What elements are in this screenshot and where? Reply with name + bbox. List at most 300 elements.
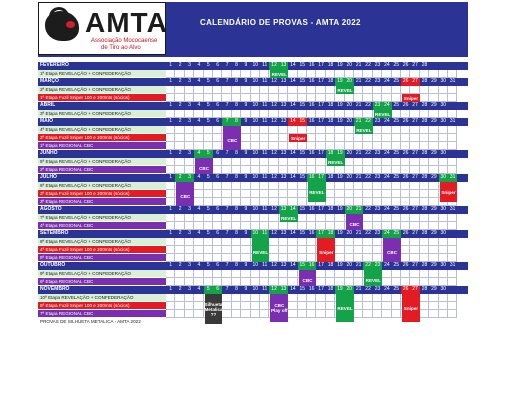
day-cell: [382, 270, 391, 278]
day-cell: [241, 222, 250, 230]
day-cell: [439, 94, 448, 102]
day-cell: [269, 278, 278, 286]
day-cell: [298, 198, 307, 206]
day-cell: [326, 278, 335, 286]
day-cell: [429, 278, 438, 286]
day-number: 29: [431, 102, 437, 108]
day-cell: [204, 238, 213, 246]
day-number: 27: [412, 62, 418, 68]
day-number: 7: [225, 102, 229, 108]
day-number: 12: [271, 62, 277, 68]
day-number: 16: [308, 286, 315, 292]
day-number: 30: [440, 174, 447, 180]
event-block[interactable]: CBC: [346, 214, 364, 234]
day-number: 30: [440, 150, 447, 156]
day-cell: [345, 94, 354, 102]
day-number: 19: [337, 118, 343, 124]
day-number: 6: [216, 206, 220, 212]
day-cell: [185, 110, 194, 118]
day-cell: [232, 302, 241, 310]
logo-name: AMTA: [85, 7, 168, 38]
day-cell: [401, 134, 410, 142]
day-number: 4: [197, 174, 201, 180]
day-cell: [232, 110, 241, 118]
day-cell: [354, 86, 363, 94]
day-cell: [429, 222, 438, 230]
day-number: 4: [197, 78, 201, 84]
day-cell: [288, 126, 297, 134]
day-cell: [298, 142, 307, 150]
day-cell: [326, 302, 335, 310]
day-number: 27: [412, 78, 418, 84]
month-name: MARÇO: [40, 78, 59, 84]
day-cell: [194, 190, 203, 198]
day-cell: [232, 278, 241, 286]
day-cell: [448, 310, 457, 318]
day-number: 14: [290, 286, 296, 292]
day-number: 5: [206, 62, 210, 68]
day-number: 11: [262, 150, 268, 156]
day-cell: [429, 158, 438, 166]
day-cell: [335, 278, 344, 286]
day-cell: [232, 190, 241, 198]
day-number: 23: [374, 262, 381, 268]
day-cell: [232, 166, 241, 174]
day-cell: [392, 166, 401, 174]
event-block[interactable]: Sniper: [290, 135, 306, 141]
day-cell: [269, 190, 278, 198]
day-cell: [335, 142, 344, 150]
day-cell: [232, 222, 241, 230]
day-number: 21: [355, 118, 362, 124]
day-number: 13: [280, 286, 287, 292]
day-cell: [204, 134, 213, 142]
day-cell: [448, 134, 457, 142]
day-number: 24: [384, 62, 390, 68]
day-cell: [429, 86, 438, 94]
day-number: 22: [365, 102, 371, 108]
day-cell: [307, 134, 316, 142]
day-number: 30: [440, 78, 447, 84]
day-cell: [429, 214, 438, 222]
day-cell: [420, 166, 429, 174]
day-number: 25: [393, 174, 400, 180]
day-cell: [392, 126, 401, 134]
day-number: 28: [421, 118, 428, 124]
day-number: 18: [327, 102, 334, 108]
day-number: 18: [327, 230, 334, 236]
day-cell: [307, 222, 316, 230]
day-cell: [401, 158, 410, 166]
day-cell: [326, 222, 335, 230]
event-block[interactable]: REVEL: [375, 111, 391, 117]
day-cell: [251, 270, 260, 278]
event-block[interactable]: REVEL: [252, 238, 270, 266]
day-number: 28: [421, 62, 428, 68]
day-cell: [354, 94, 363, 102]
day-cell: [307, 254, 316, 262]
day-cell: [307, 302, 316, 310]
day-number: 14: [290, 262, 296, 268]
day-cell: [392, 158, 401, 166]
day-cell: [439, 126, 448, 134]
day-cell: [420, 302, 429, 310]
day-cell: [166, 302, 175, 310]
day-number: 22: [365, 150, 371, 156]
day-number: 7: [225, 262, 229, 268]
day-number: 20: [346, 230, 353, 236]
day-number: 1: [169, 102, 173, 108]
day-cell: [439, 166, 448, 174]
event-block[interactable]: REVEL: [337, 87, 353, 93]
day-number: 27: [412, 174, 418, 180]
event-block[interactable]: CBC Play off: [270, 294, 288, 322]
day-number: 17: [318, 230, 324, 236]
day-number: 3: [188, 262, 191, 268]
event-block[interactable]: REVEL: [336, 294, 354, 322]
day-cell: [194, 254, 203, 262]
event-block[interactable]: REVEL: [356, 127, 372, 133]
day-number: 27: [412, 230, 418, 236]
day-cell: [232, 214, 241, 222]
day-number: 31: [449, 262, 456, 268]
day-cell: [429, 126, 438, 134]
day-cell: [251, 214, 260, 222]
event-block[interactable]: Sniper: [317, 238, 335, 266]
day-cell: [307, 110, 316, 118]
day-cell: [439, 86, 448, 94]
day-cell: [448, 270, 457, 278]
day-cell: [260, 142, 269, 150]
day-number: 12: [271, 174, 277, 180]
day-cell: [401, 182, 410, 190]
event-block[interactable]: CBC: [223, 126, 241, 154]
day-cell: [241, 166, 250, 174]
day-number: 14: [290, 206, 296, 212]
day-cell: [420, 158, 429, 166]
day-cell: [373, 198, 382, 206]
day-cell: [448, 70, 457, 78]
day-number: 29: [431, 174, 437, 180]
day-cell: [429, 142, 438, 150]
day-cell: [373, 86, 382, 94]
day-cell: [345, 198, 354, 206]
day-cell: [429, 238, 438, 246]
day-number: 19: [337, 62, 343, 68]
day-cell: [363, 86, 372, 94]
day-cell: [316, 158, 325, 166]
day-cell: [316, 134, 325, 142]
event-block[interactable]: REVEL: [364, 270, 382, 290]
day-cell: [298, 126, 307, 134]
day-number: 19: [337, 174, 343, 180]
event-block[interactable]: REVEL: [328, 159, 344, 165]
day-cell: [204, 182, 213, 190]
day-cell: [279, 166, 288, 174]
day-cell: [326, 110, 335, 118]
day-number: 26: [402, 230, 409, 236]
day-cell: [335, 126, 344, 134]
day-cell: [260, 190, 269, 198]
day-number: 2: [178, 118, 182, 124]
day-cell: [269, 86, 278, 94]
day-cell: [363, 222, 372, 230]
day-cell: [269, 142, 278, 150]
day-number: 4: [197, 102, 201, 108]
day-number: 11: [262, 286, 268, 292]
day-cell: [363, 110, 372, 118]
day-cell: [288, 166, 297, 174]
footer-label: PROVAS DE SILHUETA METALICA - AMTA 2022: [40, 319, 141, 324]
day-cell: [392, 270, 401, 278]
day-cell: [363, 190, 372, 198]
day-number: 15: [299, 78, 306, 84]
day-cell: [298, 166, 307, 174]
day-number: 2: [178, 150, 182, 156]
day-number: 15: [299, 206, 306, 212]
day-number: 23: [374, 174, 381, 180]
day-cell: [373, 190, 382, 198]
event-block[interactable]: Sniper: [440, 182, 458, 202]
day-cell: [213, 166, 222, 174]
day-cell: [410, 142, 419, 150]
day-cell: [410, 158, 419, 166]
day-cell: [439, 254, 448, 262]
day-cell: [429, 190, 438, 198]
day-number: 4: [197, 206, 201, 212]
month-name: ABRIL: [40, 102, 56, 108]
day-cell: [420, 198, 429, 206]
day-cell: [448, 222, 457, 230]
day-cell: [420, 134, 429, 142]
day-cell: [222, 198, 231, 206]
day-cell: [448, 238, 457, 246]
day-cell: [204, 94, 213, 102]
day-number: 4: [197, 62, 201, 68]
day-cell: [316, 222, 325, 230]
day-cell: [185, 142, 194, 150]
event-block[interactable]: CBC: [383, 238, 401, 266]
event-block[interactable]: Sniper: [403, 95, 419, 101]
day-cell: [288, 238, 297, 246]
day-number: 21: [355, 286, 362, 292]
day-cell: [373, 222, 382, 230]
day-number: 10: [252, 262, 259, 268]
day-number: 24: [384, 262, 390, 268]
day-cell: [251, 166, 260, 174]
day-number: 26: [402, 286, 409, 292]
day-number: 8: [235, 230, 238, 236]
day-cell: [232, 310, 241, 318]
day-cell: [185, 166, 194, 174]
day-number: 25: [393, 230, 400, 236]
day-number: 18: [327, 118, 334, 124]
day-cell: [288, 310, 297, 318]
day-number: 30: [440, 286, 447, 292]
event-row-label: 3ª Etapa REVELAÇÃO + CONFEDERAÇÃO: [38, 110, 166, 118]
day-cell: [363, 166, 372, 174]
day-cell: [166, 278, 175, 286]
day-cell: [241, 294, 250, 302]
day-number: 9: [244, 206, 248, 212]
day-cell: [429, 270, 438, 278]
day-cell: [166, 94, 175, 102]
day-cell: [185, 278, 194, 286]
day-number: 7: [225, 78, 229, 84]
day-number: 10: [252, 230, 259, 236]
event-block[interactable]: CBC: [195, 158, 213, 178]
day-cell: [354, 270, 363, 278]
day-cell: [175, 110, 184, 118]
month-name: JULHO: [40, 174, 57, 180]
day-cell: [335, 166, 344, 174]
day-cell: [260, 126, 269, 134]
day-cell: [335, 134, 344, 142]
day-number: 11: [262, 262, 268, 268]
day-cell: [410, 254, 419, 262]
day-cell: [382, 126, 391, 134]
day-cell: [448, 302, 457, 310]
day-number: 14: [290, 118, 296, 124]
day-cell: [326, 70, 335, 78]
day-cell: [354, 142, 363, 150]
event-block[interactable]: Silhueta Metalica ??: [205, 294, 223, 324]
event-block[interactable]: REVEL: [308, 182, 326, 202]
day-cell: [204, 190, 213, 198]
day-number: 3: [188, 206, 191, 212]
day-cell: [298, 302, 307, 310]
day-cell: [420, 214, 429, 222]
day-cell: [335, 94, 344, 102]
day-cell: [194, 86, 203, 94]
day-cell: [392, 86, 401, 94]
day-number: 13: [280, 78, 287, 84]
day-cell: [166, 238, 175, 246]
event-block[interactable]: REVEL: [271, 71, 287, 77]
day-number: 17: [318, 174, 324, 180]
day-number: 15: [299, 118, 306, 124]
day-number: 29: [431, 78, 437, 84]
day-cell: [420, 142, 429, 150]
day-number: 11: [262, 62, 268, 68]
day-cell: [279, 270, 288, 278]
day-number: 25: [393, 62, 400, 68]
day-number: 25: [393, 118, 400, 124]
day-cell: [213, 134, 222, 142]
day-cell: [185, 134, 194, 142]
day-cell: [326, 198, 335, 206]
day-cell: [166, 198, 175, 206]
day-cell: [232, 70, 241, 78]
day-cell: [307, 94, 316, 102]
day-cell: [194, 214, 203, 222]
day-cell: [410, 134, 419, 142]
day-cell: [392, 198, 401, 206]
day-number: 1: [169, 78, 173, 84]
page-title: CALENDÁRIO DE PROVAS - AMTA 2022: [200, 18, 361, 27]
day-cell: [185, 158, 194, 166]
day-cell: [213, 246, 222, 254]
day-cell: [420, 294, 429, 302]
day-cell: [392, 278, 401, 286]
day-cell: [260, 182, 269, 190]
day-cell: [345, 158, 354, 166]
day-cell: [222, 246, 231, 254]
day-cell: [251, 70, 260, 78]
day-cell: [175, 158, 184, 166]
day-cell: [185, 302, 194, 310]
day-number: 5: [204, 150, 213, 158]
day-cell: [382, 310, 391, 318]
day-cell: [194, 182, 203, 190]
day-cell: [241, 110, 250, 118]
day-cell: [288, 142, 297, 150]
event-row-label: 6ª Etapa REGIONAL CBC: [38, 278, 166, 286]
event-row-label: 8ª Etapa REVELAÇÃO + CONFEDERAÇÃO: [38, 238, 166, 246]
day-cell: [194, 238, 203, 246]
day-cell: [298, 94, 307, 102]
event-block[interactable]: CBC: [299, 270, 317, 290]
day-number: 17: [318, 78, 324, 84]
day-cell: [232, 198, 241, 206]
day-number: 22: [365, 286, 371, 292]
day-cell: [185, 238, 194, 246]
day-cell: [354, 302, 363, 310]
day-number: 2: [178, 230, 182, 236]
event-block[interactable]: Sniper: [402, 294, 420, 322]
month-name: JUNHO: [40, 150, 58, 156]
day-cell: [307, 166, 316, 174]
day-number: 7: [225, 150, 229, 156]
day-number: 23: [374, 102, 381, 108]
day-cell: [335, 238, 344, 246]
event-block[interactable]: CBC: [176, 182, 194, 210]
day-cell: [222, 182, 231, 190]
calendar-grid: [38, 62, 468, 400]
day-cell: [269, 126, 278, 134]
day-number: 1: [169, 174, 173, 180]
day-cell: [392, 214, 401, 222]
day-cell: [279, 86, 288, 94]
day-cell: [213, 182, 222, 190]
day-cell: [241, 70, 250, 78]
day-cell: [222, 222, 231, 230]
event-block[interactable]: REVEL: [281, 215, 297, 221]
day-number: 10: [252, 78, 259, 84]
day-cell: [420, 254, 429, 262]
day-number: 23: [374, 118, 381, 124]
day-cell: [279, 134, 288, 142]
day-number: 9: [244, 150, 248, 156]
day-cell: [288, 270, 297, 278]
day-cell: [185, 310, 194, 318]
day-cell: [401, 166, 410, 174]
day-cell: [382, 190, 391, 198]
day-number: 11: [262, 78, 268, 84]
day-number: 26: [402, 118, 409, 124]
day-cell: [222, 302, 231, 310]
day-cell: [410, 126, 419, 134]
day-cell: [260, 70, 269, 78]
day-cell: [251, 310, 260, 318]
day-cell: [260, 86, 269, 94]
day-number: 19: [337, 206, 343, 212]
event-row-label: 2ª Etapa Fuzil Sniper 100 e 200mts (sócios): [38, 134, 166, 142]
day-cell: [429, 94, 438, 102]
day-cell: [241, 198, 250, 206]
day-number: 29: [431, 230, 437, 236]
day-cell: [448, 214, 457, 222]
